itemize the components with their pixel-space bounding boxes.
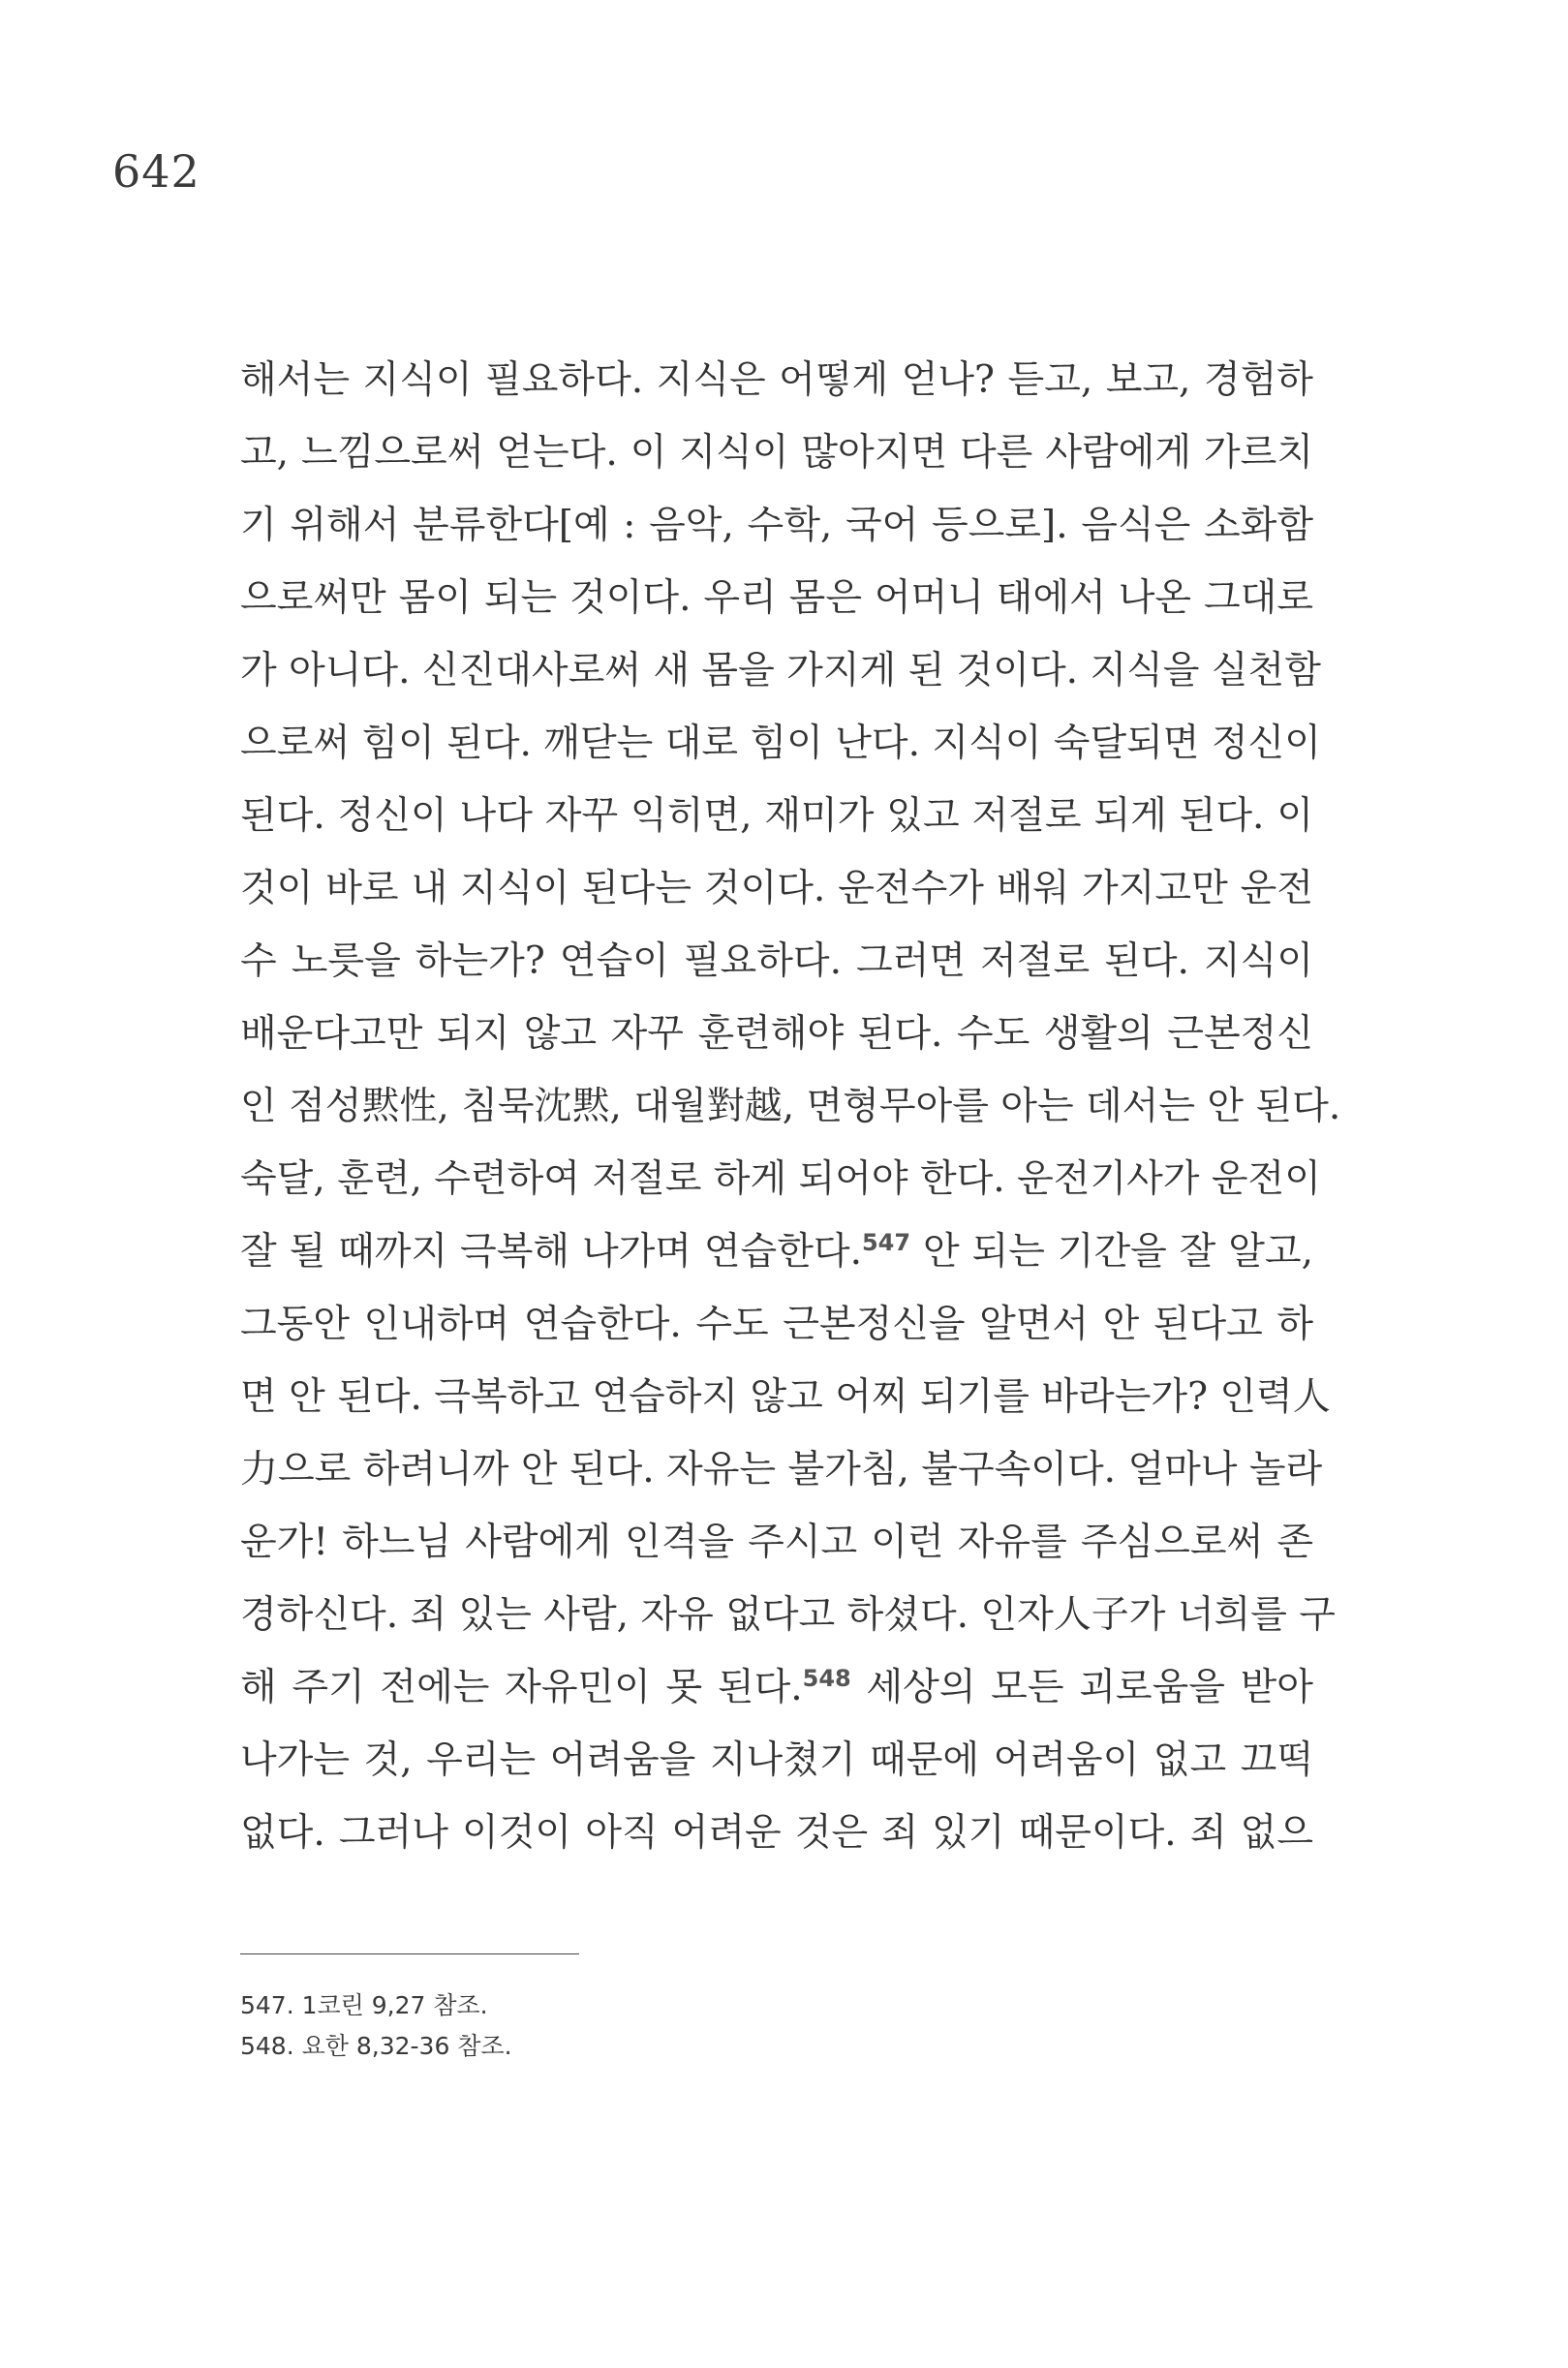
text-line-with-footnote-547 [240, 1215, 1313, 1288]
text-line: 力으로 하려니까 안 된다. 자유는 불가침, 불구속이다. 얼마나 놀라 [240, 1448, 1323, 1492]
text-line: 으로써만 몸이 되는 것이다. 우리 몸은 어머니 태에서 나온 그대로 [240, 576, 1313, 620]
text-line: 운가! 하느님 사람에게 인격을 주시고 이런 자유를 주심으로써 존 [240, 1521, 1313, 1564]
text-line: 해서는 지식이 필요하다. 지식은 어떻게 얻나? 듣고, 보고, 경험하 [240, 358, 1313, 402]
footnote-547: 547. 1코린 9,27 참조. [240, 1991, 488, 2019]
text-line: 배운다고만 되지 않고 자꾸 훈련해야 된다. 수도 생활의 근본정신 [240, 1012, 1313, 1056]
text-segment: 해 주기 전에는 자유민이 못 된다. [240, 1666, 803, 1709]
text-line: 없다. 그러나 이것이 아직 어려운 것은 죄 있기 때문이다. 죄 없으 [240, 1811, 1313, 1855]
footnote-divider [240, 1953, 579, 1954]
text-line: 수 노릇을 하는가? 연습이 필요하다. 그러면 저절로 된다. 지식이 [240, 939, 1313, 983]
page-number: 642 [112, 145, 200, 198]
footnotes [240, 1985, 512, 2067]
text-line: 경하신다. 죄 있는 사람, 자유 없다고 하셨다. 인자人子가 너희를 구 [240, 1593, 1336, 1637]
text-segment: 잘 될 때까지 극복해 나가며 연습한다. [240, 1230, 862, 1274]
footnote-marker-547: 547 [861, 1229, 911, 1256]
text-line: 것이 바로 내 지식이 된다는 것이다. 운전수가 배워 가지고만 운전 [240, 867, 1313, 910]
text-line: 기 위해서 분류한다[예 : 음악, 수학, 국어 등으로]. 음식은 소화함 [240, 504, 1313, 547]
text-line: 숙달, 훈련, 수련하여 저절로 하게 되어야 한다. 운전기사가 운전이 [240, 1157, 1321, 1201]
text-line: 나가는 것, 우리는 어려움을 지나쳤기 때문에 어려움이 없고 끄떡 [240, 1738, 1313, 1782]
text-line: 그동안 인내하며 연습한다. 수도 근본정신을 알면서 안 된다고 하 [240, 1303, 1313, 1346]
text-segment: 세상의 모든 괴로움을 받아 [850, 1666, 1313, 1709]
body-text [240, 344, 1341, 1869]
text-line: 으로써 힘이 된다. 깨닫는 대로 힘이 난다. 지식이 숙달되면 정신이 [240, 722, 1321, 765]
text-line-with-footnote-548 [240, 1651, 1313, 1724]
text-line: 고, 느낌으로써 얻는다. 이 지식이 많아지면 다른 사람에게 가르치 [240, 431, 1313, 475]
text-segment: 안 되는 기간을 잘 알고, [910, 1230, 1313, 1274]
text-line: 인 점성黙性, 침묵沈黙, 대월對越, 면형무아를 아는 데서는 안 된다. [240, 1085, 1341, 1128]
text-line: 면 안 된다. 극복하고 연습하지 않고 어찌 되기를 바라는가? 인력人 [240, 1375, 1331, 1419]
footnote-548: 548. 요한 8,32-36 참조. [240, 2032, 512, 2060]
footnote-marker-548: 548 [802, 1665, 851, 1692]
text-line: 된다. 정신이 나다 자꾸 익히면, 재미가 있고 저절로 되게 된다. 이 [240, 794, 1313, 838]
text-line: 가 아니다. 신진대사로써 새 몸을 가지게 된 것이다. 지식을 실천함 [240, 649, 1321, 692]
